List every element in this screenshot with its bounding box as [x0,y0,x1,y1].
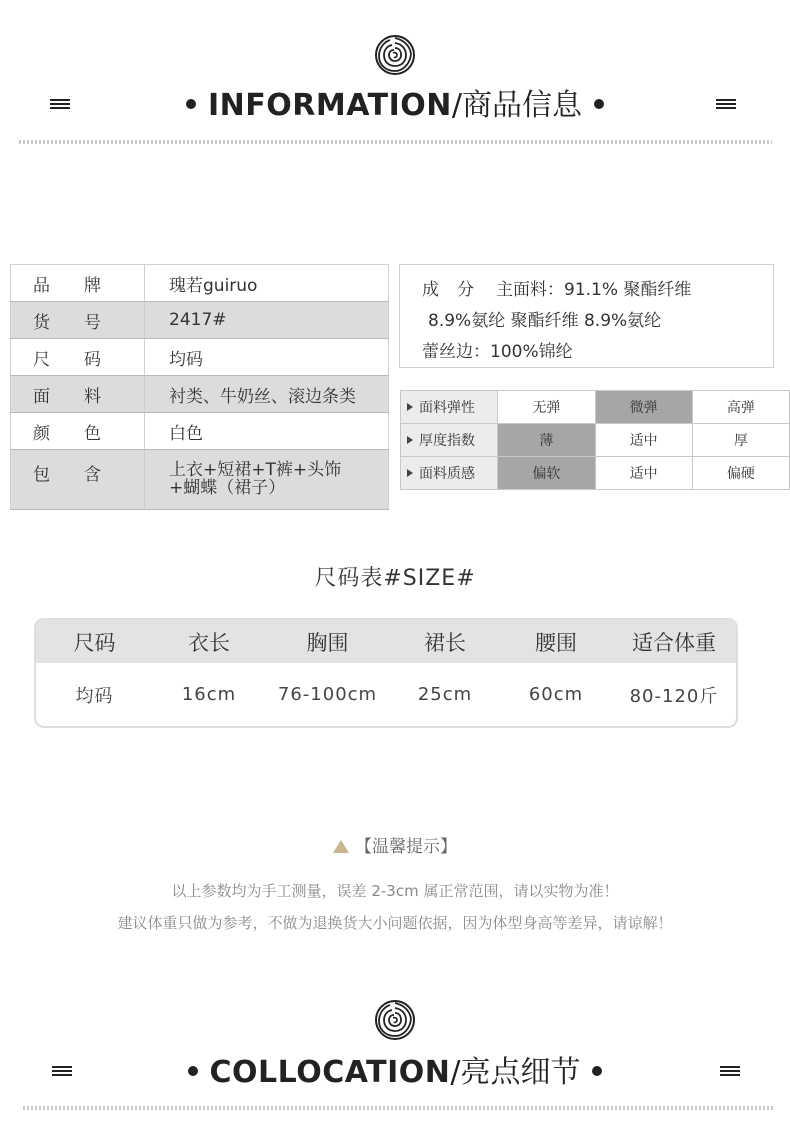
composition-line1: 主面料：91.1% 聚酯纤维 [496,280,692,300]
property-option: 无弹 [498,391,595,424]
info-row-size [11,339,389,376]
title-en: INFORMATION [208,88,452,123]
tips-line-2: 建议体重只做为参考，不做为退换货大小问题依据，因为体型身高等差异，请谅解！ [117,914,673,932]
title-cn: /亮点细节 [450,1055,581,1090]
property-label: 面料弹性 [419,400,475,416]
size-chart-title: 尺码表#SIZE# [314,566,476,591]
size-chart-table [34,618,738,728]
size-header-cell: 裙长 [424,630,466,655]
dash-ornament-right [720,1066,740,1076]
property-row-elasticity [401,391,790,424]
size-header-cell: 腰围 [535,630,577,655]
property-label: 面料质感 [419,466,475,482]
title-en: COLLOCATION [209,1055,451,1090]
information-header [0,86,790,126]
property-option-selected: 微弹 [595,391,692,424]
dotted-divider [22,1106,774,1110]
triangle-right-icon [407,469,413,477]
info-row-brand [11,265,389,302]
info-key: 尺码 [33,349,101,370]
info-key: 颜色 [33,423,101,444]
information-title [0,86,790,126]
property-option: 适中 [595,424,692,457]
property-option: 厚 [692,424,789,457]
collocation-header [0,1053,790,1093]
tips-title-text: 【温馨提示】 [355,837,457,857]
size-header-cell: 尺码 [73,630,116,655]
collocation-title [0,1053,790,1093]
dot-right [592,1066,602,1076]
info-row-includes [11,450,389,510]
info-key: 包含 [33,465,101,485]
size-cell: 25cm [417,684,473,705]
size-cell: 76-100cm [277,684,378,705]
product-info-table [10,264,389,510]
dash-ornament-right [716,99,736,109]
dot-left [188,1066,198,1076]
size-data-row [36,663,736,726]
composition-key: 成分 [422,280,492,300]
info-value: 瑰若guiruo [145,265,389,302]
triangle-right-icon [407,436,413,444]
size-cell: 16cm [181,684,237,705]
triangle-right-icon [407,403,413,411]
info-key: 货号 [33,312,101,333]
property-option: 适中 [595,457,692,490]
size-header-cell: 适合体重 [632,630,716,655]
fabric-properties-grid [400,390,790,490]
warning-icon [333,840,349,853]
size-cell: 60cm [528,684,584,705]
info-value-line1: 上衣+短裙+T裤+头饰 [169,460,342,480]
dotted-divider [18,140,772,144]
info-row-color [11,413,389,450]
property-option: 高弹 [692,391,789,424]
dot-right [594,99,604,109]
info-value-line2: +蝴蝶（裙子） [169,478,286,498]
info-row-item-no [11,302,389,339]
info-value: 均码 [145,339,389,376]
rose-icon [374,999,416,1041]
rose-icon [374,34,416,76]
tips-title [0,832,790,857]
property-label: 厚度指数 [419,433,475,449]
tips-line-1: 以上参数均为手工测量，误差 2-3cm 属正常范围，请以实物为准！ [171,882,619,900]
size-header-row [36,620,736,663]
property-option-selected: 薄 [498,424,595,457]
title-cn: /商品信息 [451,88,582,123]
property-row-texture [401,457,790,490]
info-value: 白色 [145,413,389,450]
size-cell: 均码 [75,685,114,707]
composition-box [399,264,774,368]
info-key: 面料 [33,386,101,407]
size-header-cell: 衣长 [188,630,230,655]
info-key: 品牌 [33,275,101,296]
info-row-fabric [11,376,389,413]
property-row-thickness [401,424,790,457]
property-option: 偏硬 [692,457,789,490]
property-option-selected: 偏软 [498,457,595,490]
size-header-cell: 胸围 [306,630,349,655]
info-value: 2417# [145,302,389,339]
composition-line3: 蕾丝边：100%锦纶 [422,342,573,362]
composition-line2: 8.9%氨纶 聚酯纤维 8.9%氨纶 [428,311,662,331]
info-value: 衬类、牛奶丝、滚边条类 [145,376,389,413]
dot-left [186,99,196,109]
size-cell: 80-120斤 [629,685,719,707]
